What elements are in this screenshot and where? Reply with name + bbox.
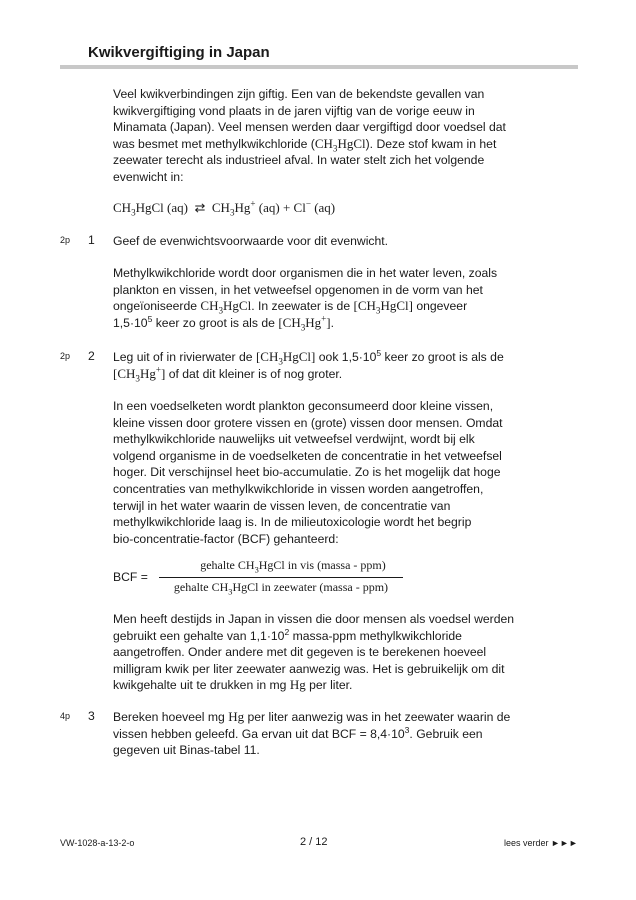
question-points: 2p xyxy=(60,235,71,245)
text-line: Veel kwikverbindingen zijn giftig. Een van de bekendste gevallen van xyxy=(113,87,485,101)
question-points: 2p xyxy=(60,351,71,361)
footer-exam-code: VW-1028-a-13-2-o xyxy=(60,838,135,848)
formula-denominator: gehalte $CH_3HgCl$ in zeewater (massa - ppm) xyxy=(173,580,389,597)
text-line: Methylkwikchloride wordt door organismen die in het water leven, zoals xyxy=(113,266,498,280)
text-line: In een voedselketen wordt plankton geconsumeerd door kleine vissen, xyxy=(113,399,494,413)
text-line: Minamata (Japan). Veel mensen werden daar vergiftigd door voedsel dat xyxy=(113,120,506,135)
page-title: Kwikvergiftiging in Japan xyxy=(88,44,270,61)
equilibrium-equation: $CH_3HgCl$ (aq) ⇄ $CH_3Hg^+$ (aq) + Cl− (aq) xyxy=(113,198,336,218)
question-2-text: Leg uit of in rivierwater de $[CH_3HgCl]$ ook $1,5\cdot 10^5$ keer zo groot is als de $[CH_3Hg^+]$ of dat dit kleiner is of nog groter. xyxy=(113,347,504,384)
question-number: 3 xyxy=(88,709,95,723)
title-underline-bar xyxy=(60,65,578,69)
intro-paragraph xyxy=(113,86,563,186)
text-line: $1,5\cdot 10^5$ keer zo groot is als de $[CH_3Hg^+]$. xyxy=(113,313,335,333)
text-line: was besmet met methylkwikchloride $(CH_3HgCl)$. Deze stof kwam in het xyxy=(113,135,497,154)
question-points: 4p xyxy=(60,711,71,721)
text-line: volgend organisme in de voedselketen de concentratie in het vetweefsel xyxy=(113,448,502,463)
formula-numerator: gehalte $CH_3HgCl$ in vis (massa - ppm) xyxy=(200,558,386,575)
fraction-line xyxy=(159,577,403,578)
text-line: concentraties van methylkwikchloride in vissen worden aangetroffen, xyxy=(113,481,484,496)
text-line: bio-concentratie-factor (BCF) gehanteerd: xyxy=(113,531,339,546)
text-line: methylkwikchloride nauwelijks uit vetweefsel verdwijnt, wordt bij elk xyxy=(113,432,475,447)
text-line: methylkwikchloride laag is. In de milieutoxicologie wordt het begrip xyxy=(113,515,472,530)
text-line: aangetroffen. Onder andere met dit gegeven is te berekenen hoeveel xyxy=(113,645,487,660)
paragraph-2 xyxy=(113,265,563,331)
text-line: hoger. Dit verschijnsel heet bio-accumulatie. Zo is het mogelijk dat hoge xyxy=(113,465,501,480)
text-line: plankton en vissen, in het vetweefsel opgenomen in de vorm van het xyxy=(113,282,483,297)
footer-continue-link[interactable]: lees verder ►►► xyxy=(504,838,578,848)
bcf-formula xyxy=(113,558,413,598)
footer-page-number: 2 / 12 xyxy=(300,836,328,848)
formula-label: BCF = xyxy=(113,570,148,584)
text-line: gebruikt een gehalte van $1,1\cdot 10^2$ massa-ppm methylkwikchloride xyxy=(113,626,462,643)
text-line: kwikvergiftiging vond plaats in de jaren vijftig van de vorige eeuw in xyxy=(113,103,475,118)
question-1-text: Geef de evenwichtsvoorwaarde voor dit evenwicht. xyxy=(113,234,389,248)
text-line: evenwicht in: xyxy=(113,169,184,184)
text-line: kleine vissen door grotere vissen en (grote) vissen door mensen. Omdat xyxy=(113,415,503,430)
text-line: ongeïoniseerde $CH_3HgCl$. In zeewater is de $[CH_3HgCl]$ ongeveer xyxy=(113,298,468,316)
text-line: milligram kwik per liter zeewater aanwezig was. Het is gebruikelijk om dit xyxy=(113,661,505,676)
question-3-text: Bereken hoeveel mg Hg per liter aanwezig was in het zeewater waarin de vissen hebben geleefd. Ga ervan uit dat BCF = $8,4\cdot 10^3$. Gebruik een gegeven uit Binas-tabel 11. xyxy=(113,709,511,758)
text-line: kwikgehalte uit te drukken in mg Hg per liter. xyxy=(113,677,353,693)
question-number: 1 xyxy=(88,233,95,247)
paragraph-3 xyxy=(113,398,563,547)
question-number: 2 xyxy=(88,349,95,363)
text-line: zeewater terecht als industrieel afval. In water stelt zich het volgende xyxy=(113,153,485,168)
text-line: Men heeft destijds in Japan in vissen die door mensen als voedsel werden xyxy=(113,612,515,626)
text-line: terwijl in het water waarin de vissen leven, de concentratie van xyxy=(113,498,451,513)
paragraph-4 xyxy=(113,611,563,694)
